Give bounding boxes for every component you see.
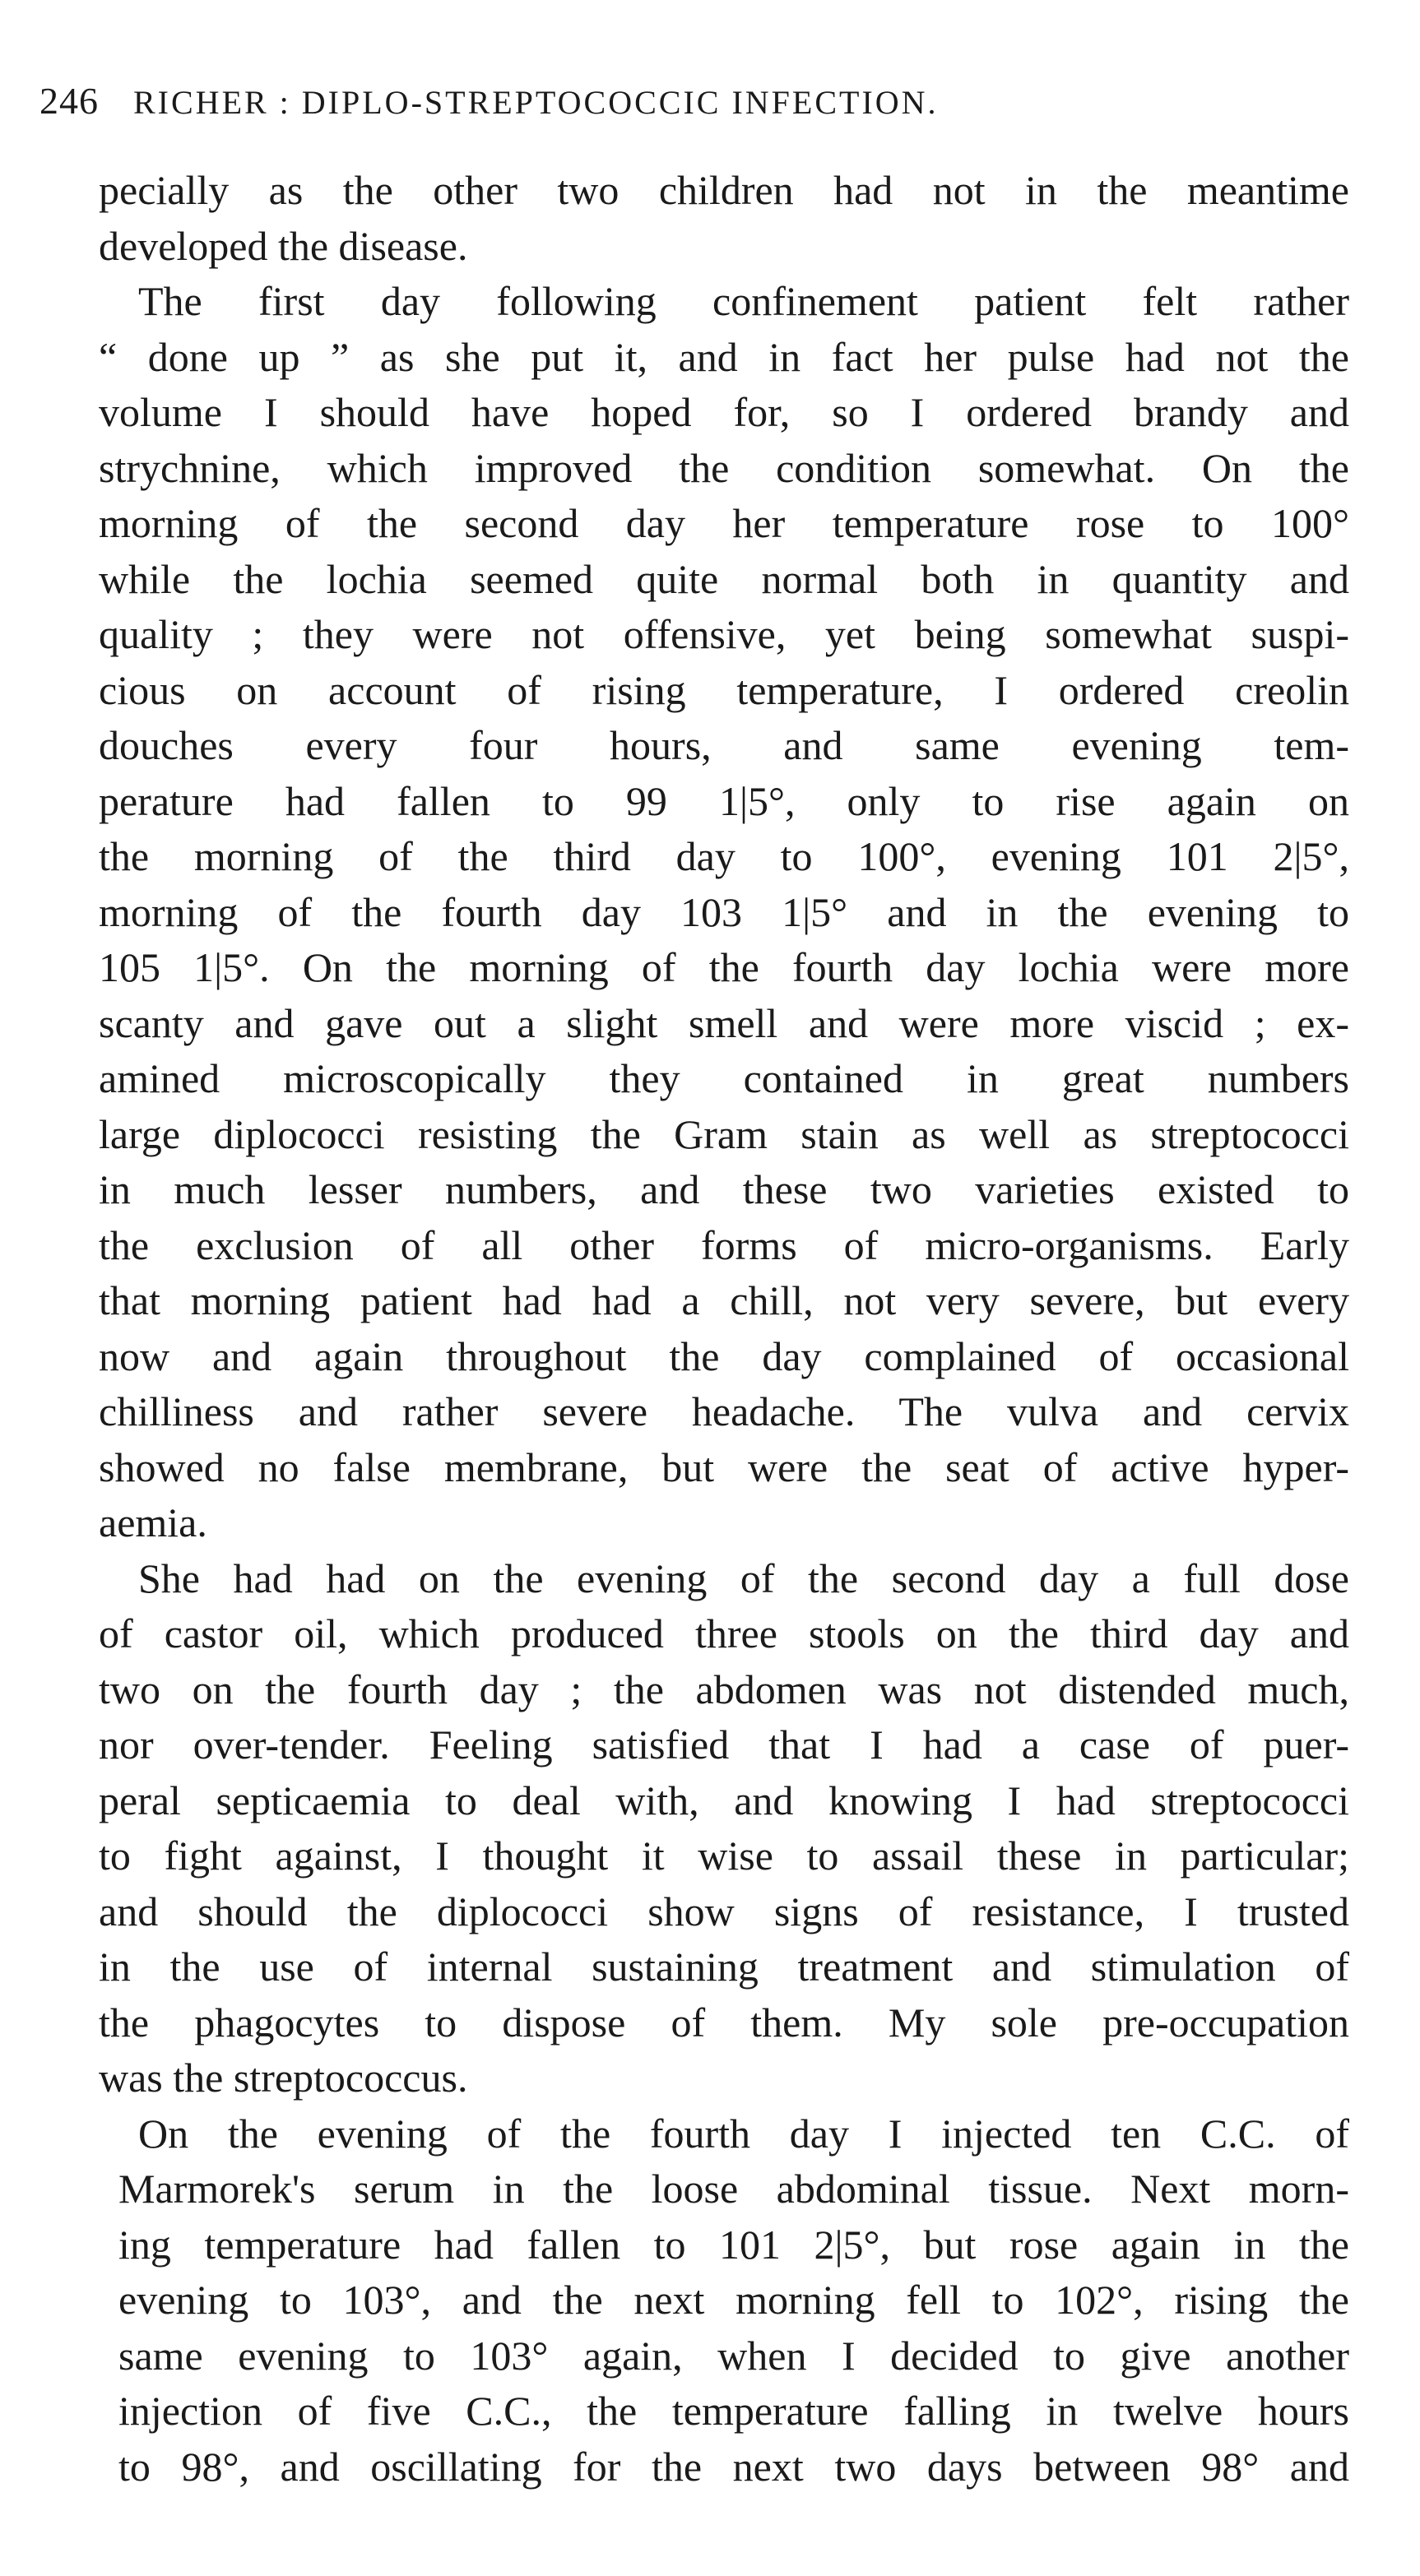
paragraph-2 [99, 274, 1349, 1551]
body-text [99, 163, 1349, 2495]
text-line: pecially as the other two children had not in the meantime [99, 167, 1349, 213]
text-line: same evening to 103° again, when I decided to give another [118, 2332, 1349, 2379]
text-line: that morning patient had had a chill, not very severe, but every [99, 1277, 1349, 1323]
text-line: On the evening of the fourth day I injected ten C.C. of [138, 2110, 1349, 2157]
text-line: 105 1|5°. On the morning of the fourth day lochia were more [99, 944, 1349, 990]
text-line: The first day following confinement patient felt rather [138, 278, 1349, 324]
text-line: the exclusion of all other forms of micro-organisms. Early [99, 1221, 1349, 1268]
text-line: nor over-tender. Feeling satisfied that I had a case of puer- [99, 1721, 1349, 1768]
text-line: showed no false membrane, but were the seat of active hyper- [99, 1443, 1349, 1490]
paragraph-3 [99, 1551, 1349, 2106]
text-line: and should the diplococci show signs of resistance, I trusted [99, 1888, 1349, 1934]
text-line: of castor oil, which produced three stools on the third day and [99, 1610, 1349, 1656]
text-line: large diplococci resisting the Gram stain as well as streptococci [99, 1110, 1349, 1157]
text-line: volume I should have hoped for, so I ordered brandy and [99, 389, 1349, 435]
text-line: peral septicaemia to deal with, and knowing I had streptococci [99, 1777, 1349, 1823]
page-number: 246 [39, 80, 99, 122]
text-line: cious on account of rising temperature, I ordered creolin [99, 666, 1349, 713]
text-line: two on the fourth day ; the abdomen was not distended much, [99, 1666, 1349, 1712]
text-line: morning of the fourth day 103 1|5° and in the evening to [99, 888, 1349, 935]
text-line: in much lesser numbers, and these two varieties existed to [99, 1166, 1349, 1212]
text-line: in the use of internal sustaining treatment and stimulation of [99, 1944, 1349, 1990]
text-line: ing temperature had fallen to 101 2|5°, but rose again in the [118, 2221, 1349, 2268]
text-line: perature had fallen to 99 1|5°, only to rise again on [99, 777, 1349, 824]
text-line: quality ; they were not offensive, yet being somewhat suspi- [99, 611, 1349, 657]
paragraph-4 [99, 2106, 1349, 2495]
page-header [39, 79, 1356, 128]
text-line: douches every four hours, and same evening tem- [99, 722, 1349, 768]
text-line: morning of the second day her temperature rose to 100° [99, 500, 1349, 546]
text-line: the phagocytes to dispose of them. My sole pre-occupation [99, 1999, 1349, 2046]
text-line: to 98°, and oscillating for the next two days between 98° and [118, 2443, 1349, 2490]
text-line: evening to 103°, and the next morning fell to 102°, rising the [118, 2277, 1349, 2323]
text-line: She had had on the evening of the second day a full dose [138, 1554, 1349, 1601]
text-line: now and again throughout the day complained of occasional [99, 1332, 1349, 1379]
text-line: Marmorek's serum in the loose abdominal tissue. Next morn- [118, 2166, 1349, 2212]
text-line: amined microscopically they contained in great numbers [99, 1055, 1349, 1101]
paragraph-1 [99, 163, 1349, 274]
text-line: the morning of the third day to 100°, evening 101 2|5°, [99, 833, 1349, 879]
text-line: chilliness and rather severe headache. The vulva and cervix [99, 1388, 1349, 1434]
text-line: developed the disease. [99, 222, 468, 269]
text-line: to fight against, I thought it wise to assail these in particular; [99, 1832, 1349, 1879]
text-line: “ done up ” as she put it, and in fact her pulse had not the [99, 333, 1349, 380]
text-line: scanty and gave out a slight smell and were more viscid ; ex- [99, 999, 1349, 1046]
running-head: RICHER : DIPLO-STREPTOCOCCIC INFECTION. [133, 84, 939, 121]
text-line: strychnine, which improved the condition somewhat. On the [99, 444, 1349, 491]
text-line: while the lochia seemed quite normal both in quantity and [99, 555, 1349, 602]
text-line: injection of five C.C., the temperature falling in twelve hours [118, 2388, 1349, 2434]
text-line: aemia. [99, 1499, 207, 1545]
text-line: was the streptococcus. [99, 2055, 468, 2101]
